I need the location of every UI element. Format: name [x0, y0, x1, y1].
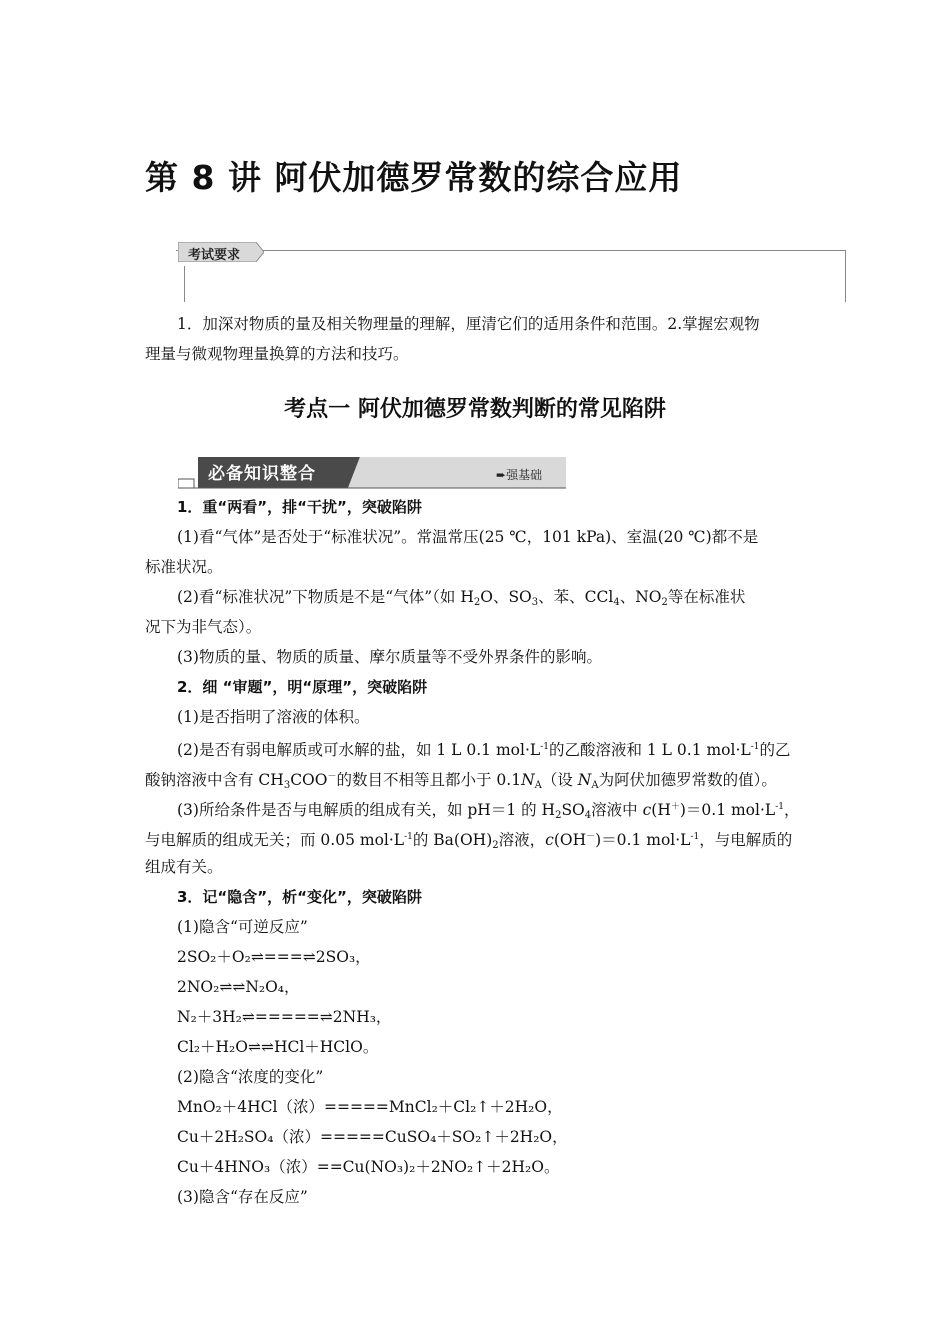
requirements-text-line-2: 理量与微观物理量换算的方法和技巧。 [145, 345, 409, 363]
equation-4: Cl₂＋H₂O⇌⇌HCl＋HClO。 [177, 1038, 379, 1056]
equation-6: Cu＋2H₂SO₄（浓）=====CuSO₄＋SO₂↑＋2H₂O， [177, 1128, 568, 1146]
requirements-left-rule [184, 266, 185, 302]
requirements-box [176, 242, 846, 302]
banner-right-text: 强基础 [506, 468, 543, 482]
arrow-right-icon: ➨ [496, 468, 507, 482]
section-title: 考点一 阿伏加德罗常数判断的常见陷阱 [284, 397, 666, 422]
para-9: (3)隐含“存在反应” [177, 1188, 308, 1206]
chapter-title: 第 8 讲 阿伏加德罗常数的综合应用 [145, 158, 683, 197]
para-6b: 与电解质的组成无关；而 0.05 $mol\cdot L^{-1}$的 $Ba(OH)_2$溶液，c(OH－)＝0.1 $mol\cdot L^{-1}$，与电解质的 [145, 831, 793, 851]
para-6c: 组成有关。 [145, 858, 223, 876]
para-2b: 况下为非气态）。 [145, 618, 262, 636]
heading-1: 1．重“两看”，排“干扰”，突破陷阱 [177, 498, 422, 516]
para-3: (3)物质的量、物质的质量、摩尔质量等不受外界条件的影响。 [177, 648, 602, 666]
para-6a: (3)所给条件是否与电解质的组成有关，如 pH＝1 的 $H_2SO_4$溶液中 c(H＋)＝0.1 $mol\cdot L^{-1}$， [177, 801, 800, 821]
para-1a: (1)看“气体”是否处于“标准状况”。常温常压(25 ℃，101 kPa)、室温(20 ℃)都不是 [177, 528, 759, 546]
para-5a: (2)是否有弱电解质或可水解的盐，如 1 L 0.1 $mol\cdot L^{-1}$的乙酸溶液和 1 L 0.1 $mol\cdot L^{-1}$的乙 [177, 741, 791, 759]
heading-2: 2．细 “审题”，明“原理”，突破陷阱 [177, 678, 428, 696]
para-7: (1)隐含“可逆反应” [177, 918, 308, 936]
para-1b: 标准状况。 [145, 558, 223, 576]
equation-2: 2NO₂⇌⇌N₂O₄， [177, 978, 300, 996]
equation-3: N₂＋3H₂⇌=====⇌2NH₃， [177, 1008, 392, 1026]
equation-7: Cu＋4HNO₃（浓）==Cu(NO₃)₂＋2NO₂↑＋2H₂O。 [177, 1158, 560, 1176]
requirements-tag-label: 考试要求 [188, 248, 241, 263]
equation-5: MnO₂＋4HCl（浓）=====MnCl₂＋Cl₂↑＋2H₂O， [177, 1098, 563, 1116]
para-5b: 酸钠溶液中含有 $CH_3COO^-$的数目不相等且都小于 $0.1N_A$（设 $N_A$为阿伏加德罗常数的值）。 [145, 771, 777, 791]
banner-label: 必备知识整合 [208, 464, 316, 484]
banner-right-label [496, 466, 542, 483]
requirements-top-rule [176, 250, 846, 251]
heading-3: 3．记“隐含”，析“变化”，突破陷阱 [177, 888, 422, 906]
knowledge-banner [178, 457, 566, 489]
para-4: (1)是否指明了溶液的体积。 [177, 708, 370, 726]
para-8: (2)隐含“浓度的变化” [177, 1068, 324, 1086]
equation-1: 2SO₂＋O₂⇌===⇌2SO₃， [177, 948, 371, 966]
requirements-text-line-1: 1．加深对物质的量及相关物理量的理解，厘清它们的适用条件和范围。2.掌握宏观物 [177, 315, 760, 333]
requirements-right-rule [845, 250, 846, 302]
para-2a: (2)看“标准状况”下物质是不是“气体”（如 $H_2O$、$SO_3$、苯、CCl$_4$、$NO_2$等在标准状 [177, 588, 746, 608]
